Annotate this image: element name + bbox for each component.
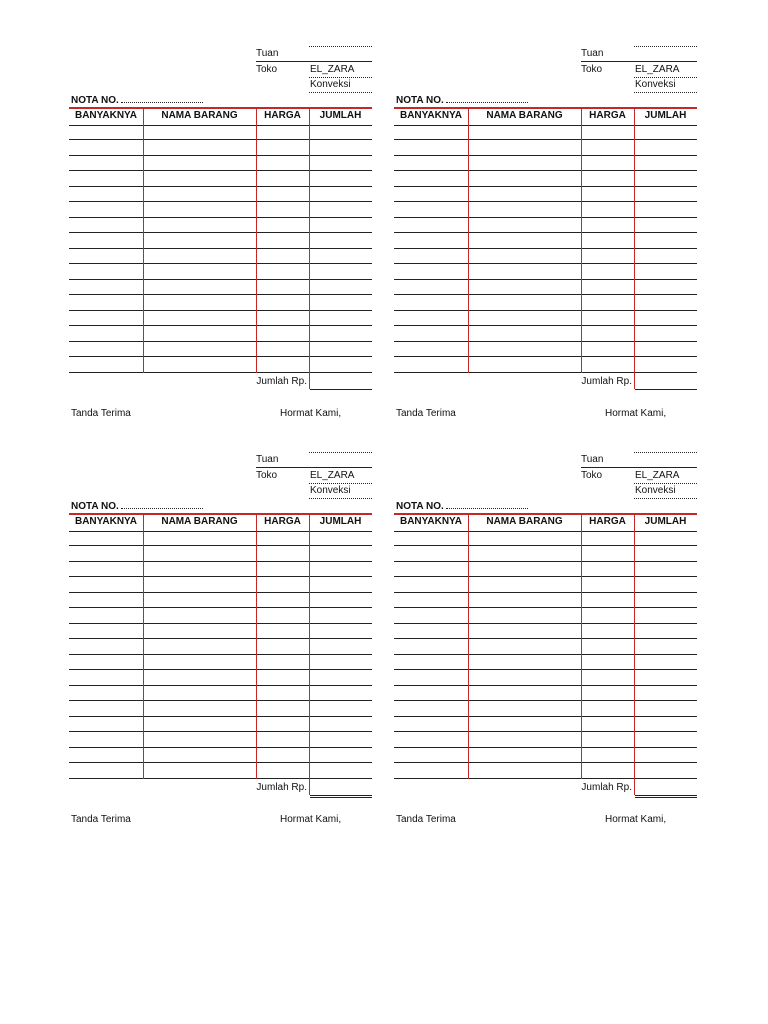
tanda-terima-label: Tanda Terima: [71, 408, 131, 419]
table-row[interactable]: [69, 326, 372, 341]
table-body: [69, 531, 372, 779]
nota-number-field[interactable]: [121, 501, 203, 509]
col-harga: HARGA: [264, 516, 301, 527]
total-double-rule: [635, 797, 697, 798]
nota-number-field[interactable]: [446, 501, 528, 509]
toko-label: Toko: [256, 470, 278, 481]
col-harga: HARGA: [264, 110, 301, 121]
table-row[interactable]: [394, 546, 697, 561]
table-row[interactable]: [69, 187, 372, 202]
column-divider: [309, 107, 310, 389]
column-divider: [634, 107, 635, 389]
table-header: [69, 516, 372, 529]
table-row[interactable]: [394, 655, 697, 670]
tanda-terima-label: Tanda Terima: [396, 814, 456, 825]
table-row[interactable]: [394, 249, 697, 264]
table-row[interactable]: [394, 732, 697, 747]
table-row[interactable]: [69, 531, 372, 546]
total-label: Jumlah Rp.: [256, 376, 307, 387]
toko-subtitle: Konveksi: [635, 79, 676, 90]
toko-dotted-line: [634, 483, 697, 484]
toko-sub-dotted-line: [634, 498, 697, 499]
toko-label: Toko: [581, 470, 603, 481]
table-row[interactable]: [69, 732, 372, 747]
col-jumlah: JUMLAH: [319, 110, 362, 121]
nota-form-3: [69, 446, 372, 826]
table-row[interactable]: [394, 295, 697, 310]
nota-number: [396, 95, 528, 106]
col-harga: HARGA: [589, 516, 626, 527]
hormat-kami-label: Hormat Kami,: [605, 814, 667, 825]
tuan-top-dotted-line: [634, 46, 697, 47]
toko-dotted-line: [309, 77, 372, 78]
column-divider: [581, 513, 582, 779]
table-body: [394, 531, 697, 779]
nota-number-field[interactable]: [121, 95, 203, 103]
nota-number-label: NOTA NO.: [71, 95, 119, 106]
table-row[interactable]: [69, 686, 372, 701]
table-row[interactable]: [69, 608, 372, 623]
toko-label: Toko: [256, 64, 278, 75]
table-row[interactable]: [394, 701, 697, 716]
table-row[interactable]: [394, 202, 697, 217]
toko-sub-dotted-line: [309, 92, 372, 93]
header-top-rule: [69, 513, 372, 515]
table-row[interactable]: [69, 280, 372, 295]
toko-label: Toko: [581, 64, 603, 75]
tuan-label: Tuan: [256, 454, 279, 465]
total-label: Jumlah Rp.: [581, 782, 632, 793]
table-row[interactable]: [69, 125, 372, 140]
col-banyaknya: BANYAKNYA: [74, 110, 138, 121]
column-divider: [581, 107, 582, 373]
column-divider: [256, 107, 257, 373]
table-row[interactable]: [69, 670, 372, 685]
table-row[interactable]: [69, 357, 372, 372]
column-divider: [309, 513, 310, 795]
header-top-rule: [69, 107, 372, 109]
col-jumlah: JUMLAH: [644, 516, 687, 527]
toko-sub-dotted-line: [309, 498, 372, 499]
hormat-kami-label: Hormat Kami,: [280, 408, 342, 419]
toko-sub-dotted-line: [634, 92, 697, 93]
table-row[interactable]: [69, 577, 372, 592]
column-divider: [468, 513, 469, 779]
tuan-label: Tuan: [256, 48, 279, 59]
table-body: [69, 125, 372, 373]
table-row[interactable]: [69, 218, 372, 233]
table-row[interactable]: [394, 608, 697, 623]
tuan-field-line[interactable]: [581, 61, 697, 62]
column-divider: [143, 513, 144, 779]
nota-number-label: NOTA NO.: [71, 501, 119, 512]
tuan-field-line[interactable]: [581, 467, 697, 468]
table-row[interactable]: [69, 562, 372, 577]
table-row[interactable]: [394, 562, 697, 577]
table-row[interactable]: [69, 140, 372, 155]
table-row[interactable]: [394, 624, 697, 639]
table-row[interactable]: [394, 187, 697, 202]
table-row[interactable]: [69, 655, 372, 670]
table-row[interactable]: [69, 717, 372, 732]
total-field[interactable]: [310, 389, 372, 390]
total-field[interactable]: [635, 389, 697, 390]
table-row[interactable]: [69, 748, 372, 763]
table-row[interactable]: [69, 171, 372, 186]
toko-subtitle: Konveksi: [310, 79, 351, 90]
table-row[interactable]: [69, 546, 372, 561]
table-row[interactable]: [394, 233, 697, 248]
col-nama-barang: NAMA BARANG: [161, 516, 238, 527]
column-divider: [468, 107, 469, 373]
nota-form-2: [394, 40, 697, 420]
table-row[interactable]: [394, 218, 697, 233]
table-row[interactable]: [394, 670, 697, 685]
tuan-top-dotted-line: [634, 452, 697, 453]
tanda-terima-label: Tanda Terima: [71, 814, 131, 825]
table-header: [69, 110, 372, 123]
toko-name: EL_ZARA: [635, 64, 680, 75]
nota-form-4: [394, 446, 697, 826]
col-nama-barang: NAMA BARANG: [161, 110, 238, 121]
toko-name: EL_ZARA: [310, 64, 355, 75]
nota-number-label: NOTA NO.: [396, 95, 444, 106]
table-row[interactable]: [394, 311, 697, 326]
col-nama-barang: NAMA BARANG: [486, 110, 563, 121]
table-row[interactable]: [69, 264, 372, 279]
header-top-rule: [394, 513, 697, 515]
table-row[interactable]: [69, 311, 372, 326]
column-divider: [634, 513, 635, 795]
table-row[interactable]: [69, 639, 372, 654]
tanda-terima-label: Tanda Terima: [396, 408, 456, 419]
total-field[interactable]: [635, 795, 697, 796]
nota-number: [71, 95, 203, 106]
tuan-label: Tuan: [581, 454, 604, 465]
table-row[interactable]: [394, 593, 697, 608]
col-nama-barang: NAMA BARANG: [486, 516, 563, 527]
toko-subtitle: Konveksi: [635, 485, 676, 496]
table-row[interactable]: [394, 639, 697, 654]
total-label: Jumlah Rp.: [256, 782, 307, 793]
tuan-top-dotted-line: [309, 452, 372, 453]
hormat-kami-label: Hormat Kami,: [605, 408, 667, 419]
col-harga: HARGA: [589, 110, 626, 121]
table-row[interactable]: [394, 763, 697, 778]
table-row[interactable]: [394, 357, 697, 372]
table-row[interactable]: [394, 125, 697, 140]
table-row[interactable]: [394, 577, 697, 592]
toko-subtitle: Konveksi: [310, 485, 351, 496]
tuan-field-line[interactable]: [256, 61, 372, 62]
toko-dotted-line: [309, 483, 372, 484]
nota-number-field[interactable]: [446, 95, 528, 103]
table-row[interactable]: [69, 763, 372, 778]
table-row[interactable]: [69, 593, 372, 608]
col-jumlah: JUMLAH: [644, 110, 687, 121]
table-row[interactable]: [69, 233, 372, 248]
tuan-label: Tuan: [581, 48, 604, 59]
nota-form-1: [69, 40, 372, 420]
table-header: [394, 516, 697, 529]
table-row[interactable]: [69, 701, 372, 716]
table-row[interactable]: [394, 140, 697, 155]
col-banyaknya: BANYAKNYA: [399, 516, 463, 527]
total-double-rule: [310, 797, 372, 798]
table-row[interactable]: [394, 264, 697, 279]
nota-number: [71, 501, 203, 512]
table-row[interactable]: [69, 202, 372, 217]
table-row[interactable]: [394, 531, 697, 546]
table-body: [394, 125, 697, 373]
tuan-top-dotted-line: [309, 46, 372, 47]
column-divider: [256, 513, 257, 779]
table-row[interactable]: [394, 171, 697, 186]
nota-number-label: NOTA NO.: [396, 501, 444, 512]
table-row[interactable]: [394, 342, 697, 357]
table-row[interactable]: [394, 686, 697, 701]
table-row[interactable]: [394, 748, 697, 763]
total-field[interactable]: [310, 795, 372, 796]
table-header: [394, 110, 697, 123]
col-jumlah: JUMLAH: [319, 516, 362, 527]
hormat-kami-label: Hormat Kami,: [280, 814, 342, 825]
table-row[interactable]: [394, 717, 697, 732]
toko-dotted-line: [634, 77, 697, 78]
table-row[interactable]: [394, 326, 697, 341]
col-banyaknya: BANYAKNYA: [74, 516, 138, 527]
total-label: Jumlah Rp.: [581, 376, 632, 387]
column-divider: [143, 107, 144, 373]
header-top-rule: [394, 107, 697, 109]
tuan-field-line[interactable]: [256, 467, 372, 468]
table-row[interactable]: [394, 156, 697, 171]
table-row[interactable]: [69, 249, 372, 264]
toko-name: EL_ZARA: [635, 470, 680, 481]
nota-number: [396, 501, 528, 512]
toko-name: EL_ZARA: [310, 470, 355, 481]
table-row[interactable]: [69, 295, 372, 310]
table-row[interactable]: [69, 156, 372, 171]
table-row[interactable]: [394, 280, 697, 295]
col-banyaknya: BANYAKNYA: [399, 110, 463, 121]
table-row[interactable]: [69, 342, 372, 357]
table-row[interactable]: [69, 624, 372, 639]
